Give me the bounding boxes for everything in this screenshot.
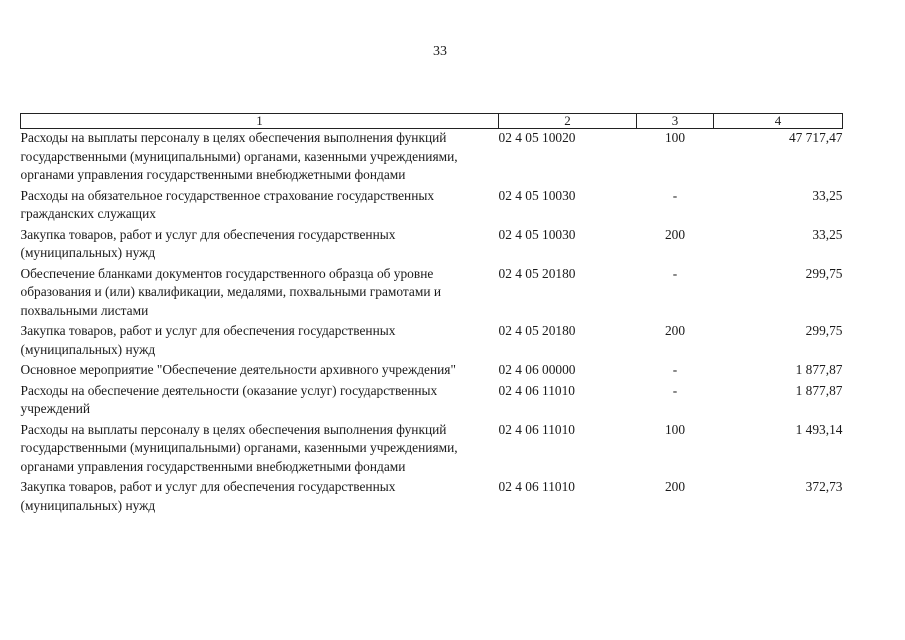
row-name: Закупка товаров, работ и услуг для обеспечения государственных (муниципальных) нужд	[20, 479, 396, 513]
row-code: 02 4 06 11010	[498, 421, 575, 437]
row-amount: 299,75	[805, 323, 843, 338]
row-code: 02 4 06 11010	[498, 382, 575, 398]
row-amount: 372,73	[805, 479, 843, 494]
table-row	[21, 361, 843, 382]
row-code: 02 4 05 10030	[498, 187, 576, 203]
table-row	[21, 382, 843, 421]
row-amount: 33,25	[812, 226, 843, 242]
row-code: 02 4 05 10020	[498, 130, 576, 145]
row-name: Расходы на выплаты персоналу в целях обеспечения выполнения функций государственными (муниципальными) органами, казенными учреждениями, органами управления государственными внебюджетными фондами	[20, 130, 458, 182]
row-name: Расходы на выплаты персоналу в целях обеспечения выполнения функций государственными (муниципальными) органами, казенными учреждениями, органами управления государственными внебюджетными фондами	[20, 421, 458, 474]
table-header-row	[21, 114, 843, 129]
table-row	[21, 421, 843, 479]
row-code: 02 4 05 20180	[498, 265, 576, 281]
row-amount: 1 877,87	[795, 362, 843, 377]
row-amount: 33,25	[812, 187, 843, 203]
row-expense-type: 100	[664, 130, 686, 145]
row-amount: 299,75	[805, 265, 843, 281]
row-expense-type: 200	[664, 323, 686, 338]
row-expense-type: 200	[664, 226, 686, 242]
row-amount: 1 493,14	[795, 421, 843, 437]
column-header-expense-type: 3	[637, 114, 714, 129]
row-expense-type: -	[672, 187, 678, 203]
row-expense-type: -	[672, 382, 678, 398]
row-code: 02 4 05 20180	[498, 323, 576, 338]
row-name: Основное мероприятие "Обеспечение деятельности архивного учреждения"	[20, 362, 456, 377]
budget-table	[20, 113, 843, 517]
table-row	[21, 478, 843, 517]
row-name: Расходы на обеспечение деятельности (оказание услуг) государственных учреждений	[20, 382, 438, 416]
row-name: Расходы на обязательное государственное страхование государственных гражданских служащих	[20, 187, 435, 221]
row-name: Закупка товаров, работ и услуг для обеспечения государственных (муниципальных) нужд	[20, 323, 396, 357]
table-row	[21, 265, 843, 323]
table-row	[21, 129, 843, 187]
row-expense-type: -	[672, 265, 678, 281]
row-code: 02 4 05 10030	[498, 226, 576, 242]
row-expense-type: 100	[664, 421, 686, 437]
page-number: 33	[433, 44, 447, 59]
row-code: 02 4 06 11010	[498, 479, 575, 494]
table-row	[21, 322, 843, 361]
row-expense-type: -	[672, 362, 678, 377]
row-amount: 1 877,87	[795, 382, 843, 398]
column-header-amount: 4	[714, 114, 843, 129]
column-header-code: 2	[499, 114, 637, 129]
row-name: Обеспечение бланками документов государственного образца об уровне образования и (или) квалификации, медалями, похвальными грамотами и похвальными листами	[20, 265, 442, 318]
table-row	[21, 226, 843, 265]
row-name: Закупка товаров, работ и услуг для обеспечения государственных (муниципальных) нужд	[20, 226, 396, 260]
row-amount: 47 717,47	[788, 130, 843, 145]
table-row	[21, 187, 843, 226]
row-code: 02 4 06 00000	[498, 362, 576, 377]
row-expense-type: 200	[664, 479, 686, 494]
column-header-name: 1	[21, 114, 499, 129]
